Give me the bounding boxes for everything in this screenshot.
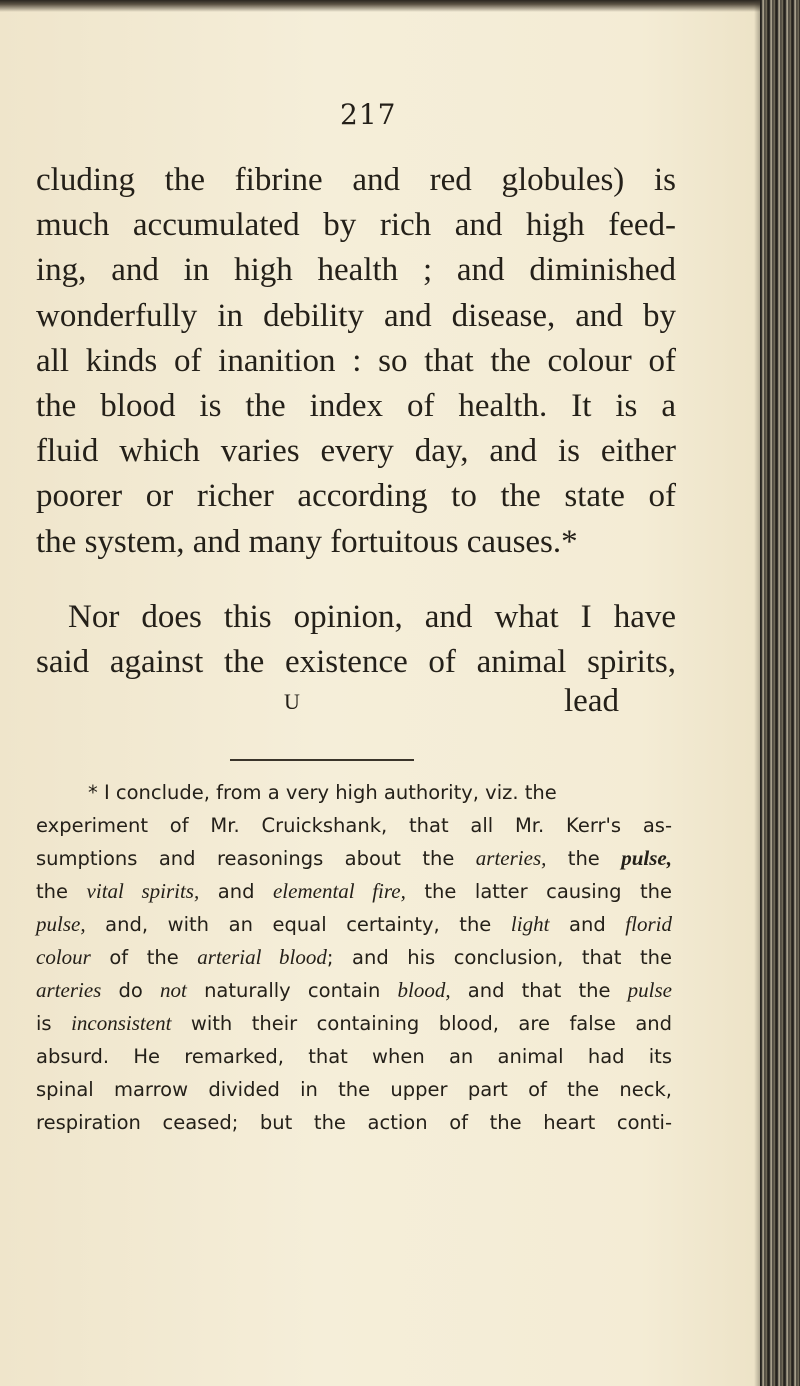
footnote-line: colour of the arterial blood; and his conclusion, that the bbox=[36, 945, 672, 969]
text-line: fluid which varies every day, and is either bbox=[36, 433, 676, 470]
footnote bbox=[36, 776, 672, 1139]
catchword-line bbox=[36, 685, 676, 727]
text-line: wonderfully in debility and disease, and by bbox=[36, 297, 676, 334]
text-line: the blood is the index of health. It is a bbox=[36, 387, 676, 424]
paragraph-gap bbox=[36, 565, 676, 595]
text-line: Nor does this opinion, and what I have bbox=[68, 598, 676, 635]
text-line: much accumulated by rich and high feed- bbox=[36, 207, 676, 244]
footnote-line: * I conclude, from a very high authority, viz. the bbox=[88, 781, 557, 804]
catchword: lead bbox=[564, 683, 619, 720]
footnote-line: experiment of Mr. Cruickshank, that all Mr. Kerr's as- bbox=[36, 814, 672, 837]
footnote-line: arteries do not naturally contain blood, and that the pulse bbox=[36, 978, 672, 1002]
footnote-line: spinal marrow divided in the upper part of the neck, bbox=[36, 1078, 672, 1101]
text-line: poorer or richer according to the state of bbox=[36, 478, 676, 515]
book-edge bbox=[760, 0, 800, 1386]
text-line: the system, and many fortuitous causes.* bbox=[36, 523, 578, 560]
footnote-line: sumptions and reasonings about the arteries, the pulse, bbox=[36, 846, 672, 870]
text-line: all kinds of inanition : so that the colour of bbox=[36, 342, 676, 379]
signature-mark: U bbox=[284, 689, 300, 715]
footnote-line: respiration ceased; but the action of the heart conti- bbox=[36, 1111, 672, 1134]
footnote-rule bbox=[230, 759, 414, 761]
footnote-line: pulse, and, with an equal certainty, the light and florid bbox=[36, 912, 672, 936]
footnote-line: absurd. He remarked, that when an animal had its bbox=[36, 1045, 672, 1068]
text-line: ing, and in high health ; and diminished bbox=[36, 252, 676, 289]
text-line: said against the existence of animal spirits, bbox=[36, 643, 676, 680]
footnote-line: is inconsistent with their containing blood, are false and bbox=[36, 1011, 673, 1035]
text-line: cluding the fibrine and red globules) is bbox=[36, 162, 676, 198]
footnote-line: the vital spirits, and elemental fire, the latter causing the bbox=[36, 879, 672, 903]
top-page-shadow bbox=[0, 0, 760, 12]
main-text bbox=[36, 158, 676, 727]
page-number: 217 bbox=[340, 98, 397, 131]
